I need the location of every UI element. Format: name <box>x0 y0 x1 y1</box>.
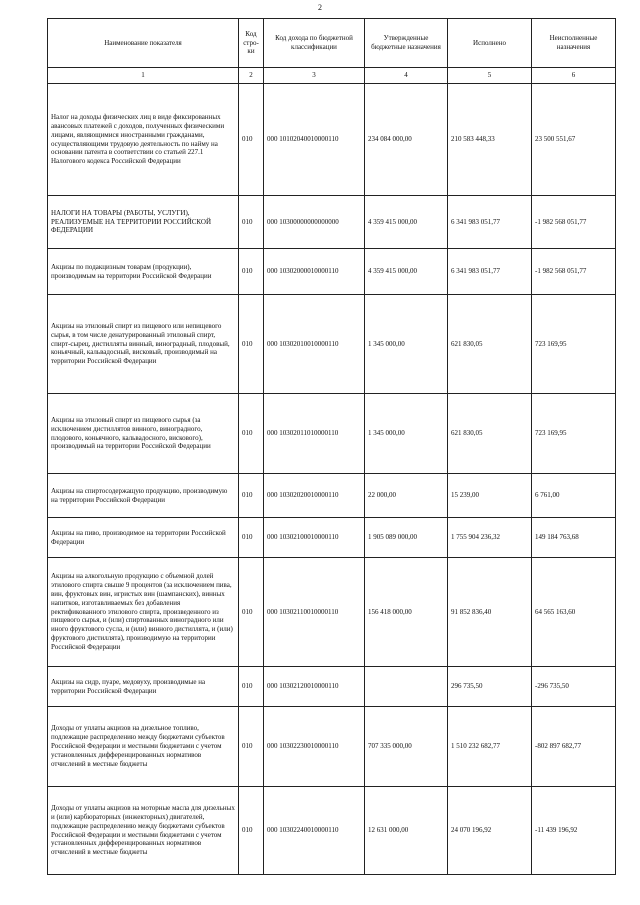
column-number: 3 <box>264 68 365 84</box>
indicator-name: Доходы от уплаты акцизов на дизельное топливо, подлежащие распределению между бюджетами субъектов Российской Федерации и местными бюджетами с учетом установленных дифференцированных нормативов отчислений в местные бюджеты <box>48 707 239 787</box>
table-row <box>48 707 616 787</box>
income-code: 000 10300000000000000 <box>264 196 365 249</box>
table-row <box>48 249 616 295</box>
executed-value: 1 755 904 236,32 <box>448 518 532 558</box>
income-code: 000 10302230010000110 <box>264 707 365 787</box>
column-number: 1 <box>48 68 239 84</box>
row-code: 010 <box>239 667 264 707</box>
header-executed: Исполнено <box>448 19 532 68</box>
approved-value: 4 359 415 000,00 <box>365 196 448 249</box>
unexecuted-value: -802 897 682,77 <box>532 707 616 787</box>
row-code: 010 <box>239 558 264 667</box>
indicator-name: Акцизы на этиловый спирт из пищевого или непищевого сырья, в том числе денатурированный этиловый спирт, спирт-сырец, дистилляты винный, виноградный, плодовый, коньячный, кальвадосный, висковый, производимый на территории Российской Федерации <box>48 295 239 394</box>
income-code: 000 10302010010000110 <box>264 295 365 394</box>
table-row <box>48 667 616 707</box>
unexecuted-value: -296 735,50 <box>532 667 616 707</box>
indicator-name: Акцизы на сидр, пуаре, медовуху, производимые на территории Российской Федерации <box>48 667 239 707</box>
indicator-name: НАЛОГИ НА ТОВАРЫ (РАБОТЫ, УСЛУГИ), РЕАЛИЗУЕМЫЕ НА ТЕРРИТОРИИ РОССИЙСКОЙ ФЕДЕРАЦИИ <box>48 196 239 249</box>
table-row <box>48 787 616 875</box>
column-number: 5 <box>448 68 532 84</box>
row-code: 010 <box>239 84 264 196</box>
executed-value: 6 341 983 051,77 <box>448 196 532 249</box>
executed-value: 210 583 448,33 <box>448 84 532 196</box>
header-income-code: Код дохода по бюджетной классификации <box>264 19 365 68</box>
approved-value <box>365 667 448 707</box>
unexecuted-value: 149 184 763,68 <box>532 518 616 558</box>
row-code: 010 <box>239 394 264 474</box>
indicator-name: Акцизы на алкогольную продукцию с объемной долей этилового спирта свыше 9 процентов (за исключением пива, вин, фруктовых вин, игристых вин (шампанских), винных напитков, изготавливаемых без добавления ректификованного этилового спирта, произведенного из пищевого сырья, и (или) спиртованных виноградного или иного фруктового сусла, и (или) винного дистиллята, и (или) фруктового дистиллята), производимую на территории Российской Федерации <box>48 558 239 667</box>
table-row <box>48 518 616 558</box>
executed-value: 15 239,00 <box>448 474 532 518</box>
executed-value: 24 070 196,92 <box>448 787 532 875</box>
approved-value: 1 905 089 000,00 <box>365 518 448 558</box>
income-code: 000 10302100010000110 <box>264 518 365 558</box>
table-header-row <box>48 19 616 68</box>
indicator-name: Акцизы по подакцизным товарам (продукции), производимым на территории Российской Федерации <box>48 249 239 295</box>
table-row <box>48 474 616 518</box>
indicator-name: Доходы от уплаты акцизов на моторные масла для дизельных и (или) карбюраторных (инжекторных) двигателей, подлежащие распределению между бюджетами субъектов Российской Федерации и местными бюджетами с учетом установленных дифференцированных нормативов отчислений в местные бюджеты <box>48 787 239 875</box>
unexecuted-value: 723 169,95 <box>532 394 616 474</box>
income-code: 000 10302120010000110 <box>264 667 365 707</box>
unexecuted-value: 723 169,95 <box>532 295 616 394</box>
header-row-code: Код стро-ки <box>239 19 264 68</box>
column-number: 6 <box>532 68 616 84</box>
income-code: 000 10302000010000110 <box>264 249 365 295</box>
unexecuted-value: -11 439 196,92 <box>532 787 616 875</box>
row-code: 010 <box>239 787 264 875</box>
unexecuted-value: -1 982 568 051,77 <box>532 196 616 249</box>
approved-value: 707 335 000,00 <box>365 707 448 787</box>
header-indicator-name: Наименование показателя <box>48 19 239 68</box>
table-row <box>48 558 616 667</box>
table-row <box>48 295 616 394</box>
unexecuted-value: -1 982 568 051,77 <box>532 249 616 295</box>
row-code: 010 <box>239 295 264 394</box>
approved-value: 4 359 415 000,00 <box>365 249 448 295</box>
executed-value: 1 510 232 682,77 <box>448 707 532 787</box>
column-number: 4 <box>365 68 448 84</box>
income-code: 000 10302020010000110 <box>264 474 365 518</box>
unexecuted-value: 23 500 551,67 <box>532 84 616 196</box>
indicator-name: Акцизы на этиловый спирт из пищевого сырья (за исключением дистиллятов винного, виноградного, плодового, коньячного, кальвадосного, вискового), производимый на территории Российской Федерации <box>48 394 239 474</box>
table-row <box>48 394 616 474</box>
row-code: 010 <box>239 518 264 558</box>
header-approved: Утвержденные бюджетные назначения <box>365 19 448 68</box>
row-code: 010 <box>239 196 264 249</box>
unexecuted-value: 6 761,00 <box>532 474 616 518</box>
table-row <box>48 84 616 196</box>
income-code: 000 10302240010000110 <box>264 787 365 875</box>
approved-value: 1 345 000,00 <box>365 295 448 394</box>
approved-value: 234 084 000,00 <box>365 84 448 196</box>
executed-value: 91 852 836,40 <box>448 558 532 667</box>
indicator-name: Акцизы на спиртосодержащую продукцию, производимую на территории Российской Федерации <box>48 474 239 518</box>
approved-value: 22 000,00 <box>365 474 448 518</box>
budget-execution-table <box>47 18 616 875</box>
indicator-name: Налог на доходы физических лиц в виде фиксированных авансовых платежей с доходов, полученных физическими лицами, являющимися иностранными гражданами, осуществляющими трудовую деятельность по найму на основании патента в соответствии со статьей 227.1 Налогового кодекса Российской Федерации <box>48 84 239 196</box>
column-number-row <box>48 68 616 84</box>
executed-value: 621 830,05 <box>448 394 532 474</box>
page-number: 2 <box>318 3 322 12</box>
row-code: 010 <box>239 249 264 295</box>
column-number: 2 <box>239 68 264 84</box>
income-code: 000 10102040010000110 <box>264 84 365 196</box>
indicator-name: Акцизы на пиво, производимое на территории Российской Федерации <box>48 518 239 558</box>
approved-value: 12 631 000,00 <box>365 787 448 875</box>
income-code: 000 10302011010000110 <box>264 394 365 474</box>
row-code: 010 <box>239 707 264 787</box>
income-code: 000 10302110010000110 <box>264 558 365 667</box>
header-unexecuted: Неисполненные назначения <box>532 19 616 68</box>
executed-value: 6 341 983 051,77 <box>448 249 532 295</box>
table-row <box>48 196 616 249</box>
executed-value: 621 830,05 <box>448 295 532 394</box>
row-code: 010 <box>239 474 264 518</box>
approved-value: 156 418 000,00 <box>365 558 448 667</box>
unexecuted-value: 64 565 163,60 <box>532 558 616 667</box>
executed-value: 296 735,50 <box>448 667 532 707</box>
approved-value: 1 345 000,00 <box>365 394 448 474</box>
